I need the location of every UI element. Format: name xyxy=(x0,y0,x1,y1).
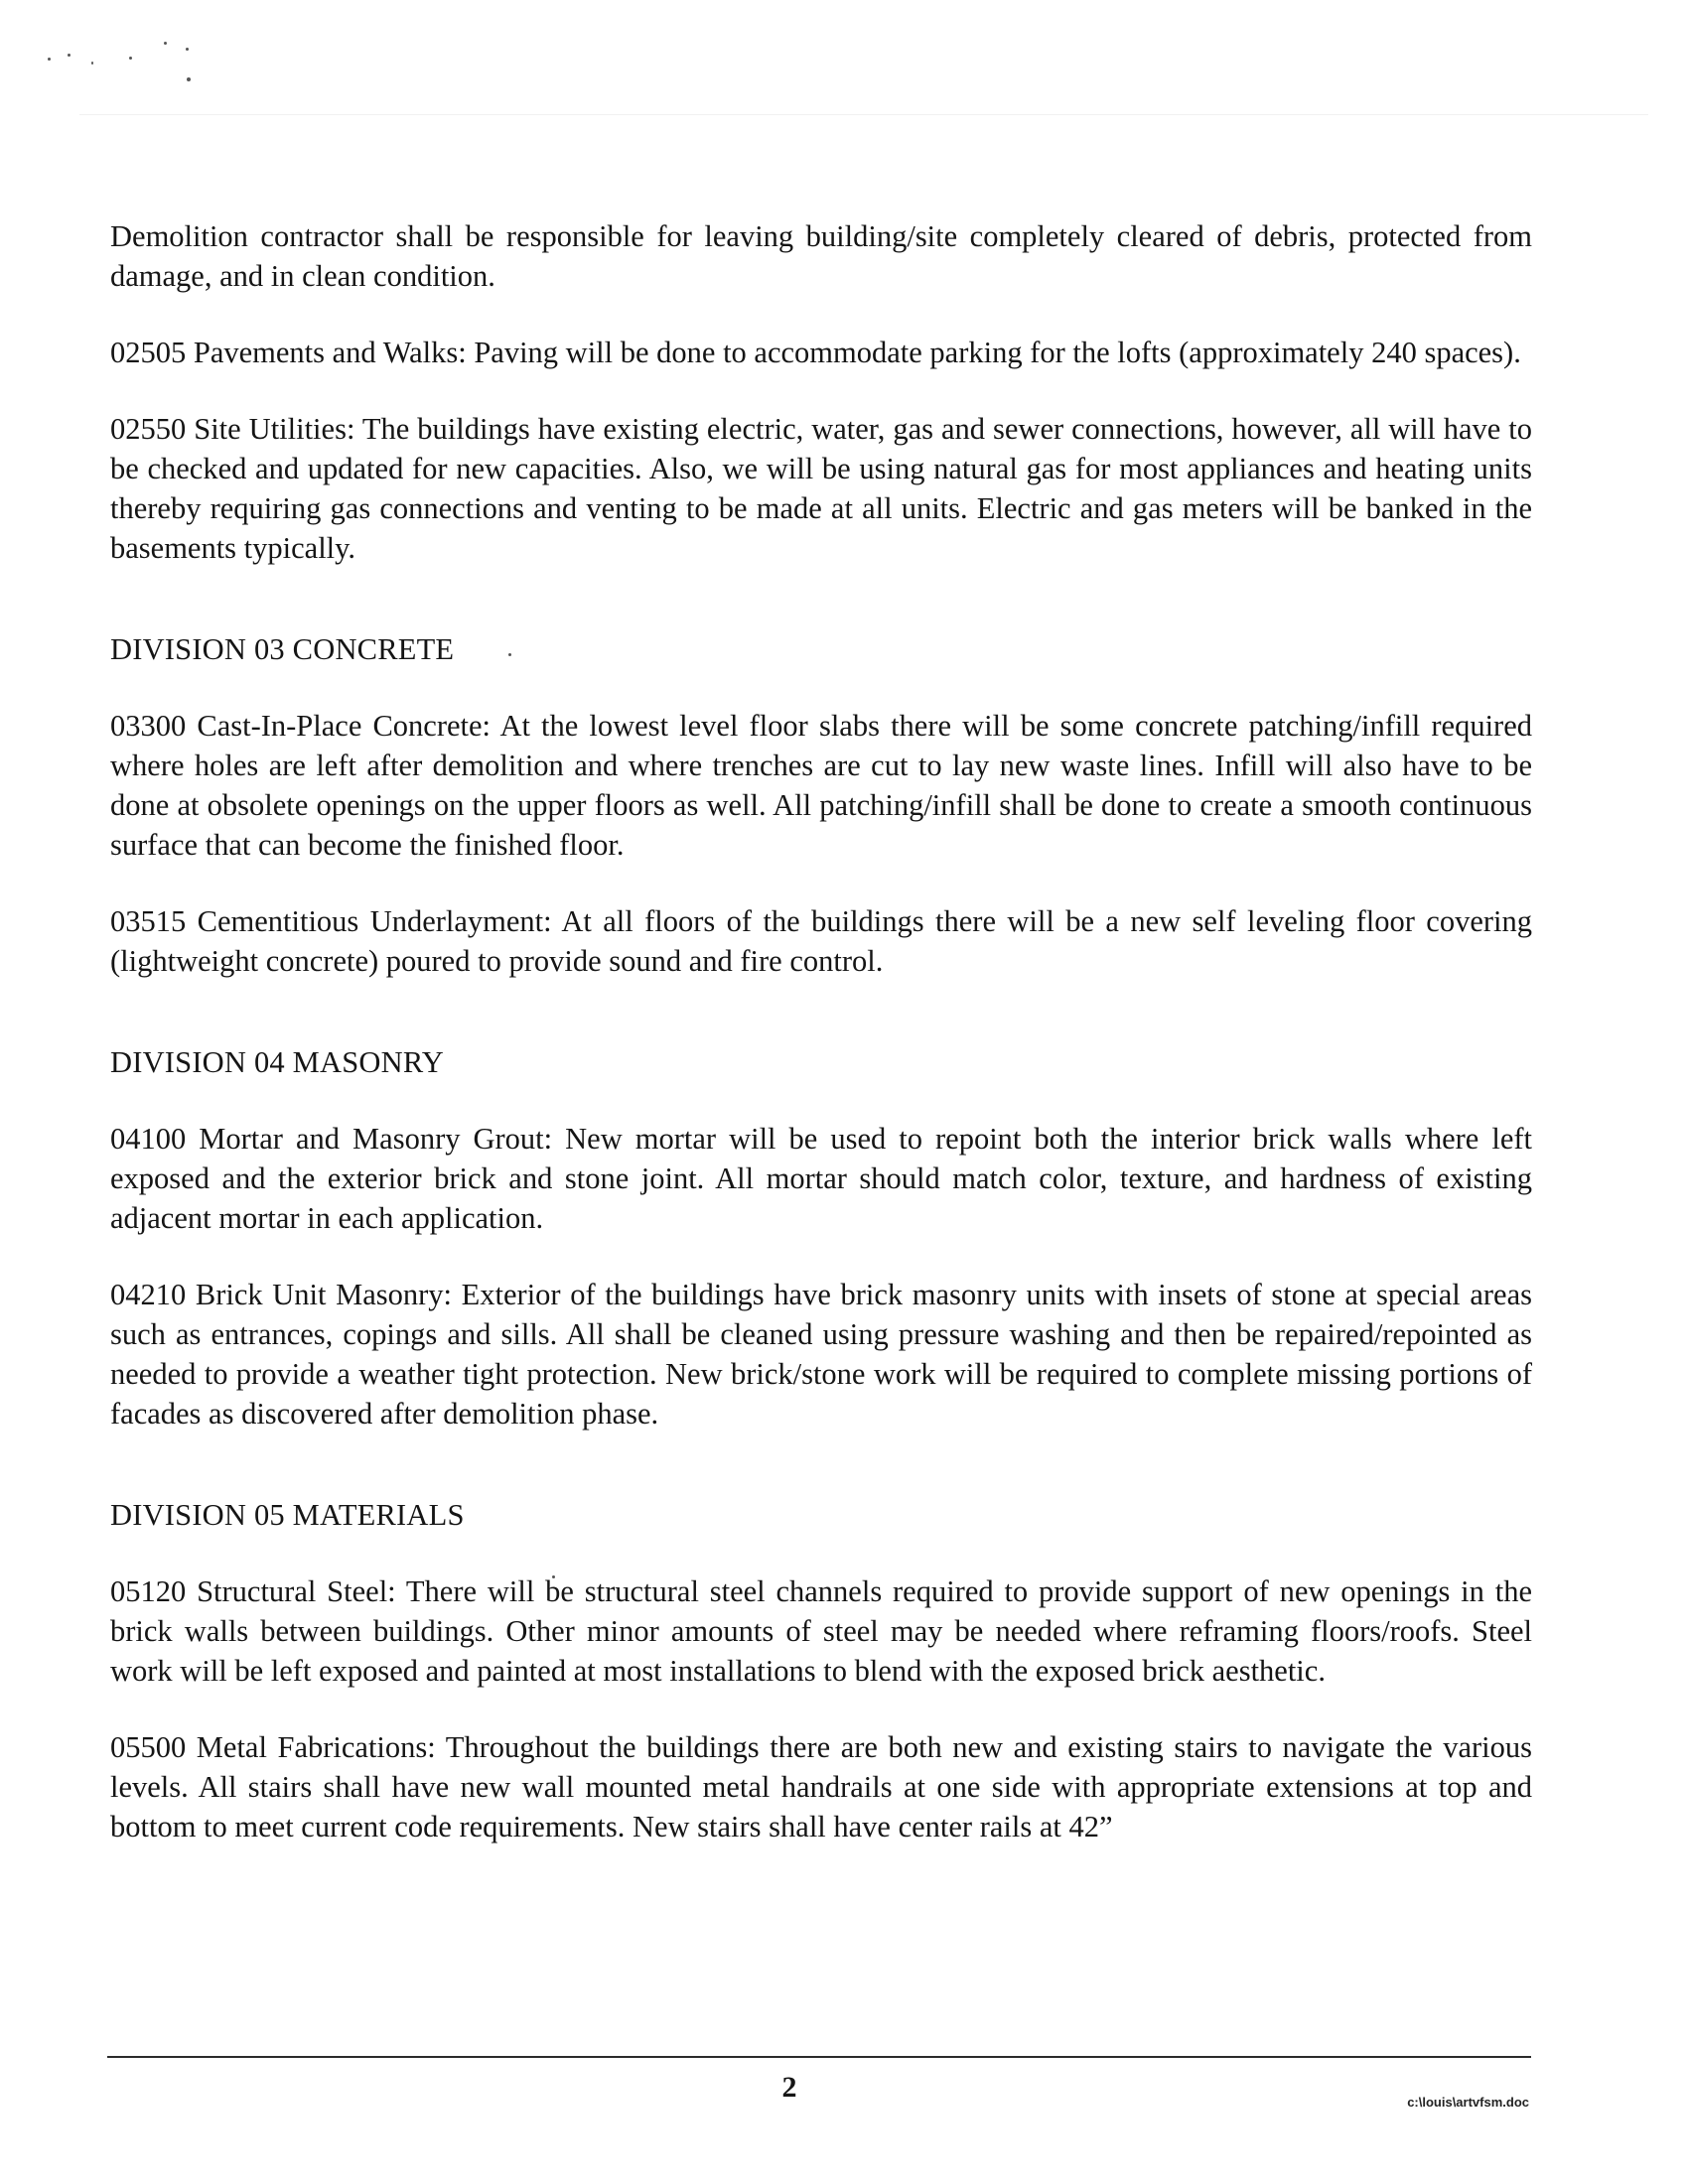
document-body xyxy=(110,216,1532,1883)
paragraph-02505-pavements: 02505 Pavements and Walks: Paving will be done to accommodate parking for the lofts (approximately 240 spaces). xyxy=(110,336,1521,369)
paragraph-03515-underlayment: 03515 Cementitious Underlayment: At all floors of the buildings there will be a new self leveling floor covering (lightweight concrete) poured to provide sound and fire control. xyxy=(110,904,1532,978)
page-number: 2 xyxy=(781,2071,797,2104)
footer-file-path: c:\louis\artvfsm.doc xyxy=(1407,2095,1529,2110)
paragraph-05120-structural-steel: 05120 Structural Steel: There will be structural steel channels required to provide support of new openings in the brick walls between buildings. Other minor amounts of steel may be needed where reframing floors/roofs. Steel work will be left exposed and painted at most installations to blend with the exposed brick aesthetic. xyxy=(110,1574,1532,1688)
scan-speck xyxy=(48,58,51,61)
paragraph-04100-mortar: 04100 Mortar and Masonry Grout: New mortar will be used to repoint both the interior brick walls where left exposed and the exterior brick and stone joint. All mortar should match color, texture, and hardness of existing adjacent mortar in each application. xyxy=(110,1122,1532,1235)
scan-speck xyxy=(129,57,132,60)
scan-speck xyxy=(186,48,189,51)
paragraph-04210-brick: 04210 Brick Unit Masonry: Exterior of the buildings have brick masonry units with insets of stone at special areas such as entrances, copings and sills. All shall be cleaned using pressure washing and then be repaired/repointed as needed to provide a weather tight protection. New brick/stone work will be required to complete missing portions of facades as discovered after demolition phase. xyxy=(110,1278,1532,1431)
scan-speck xyxy=(68,54,70,57)
scan-speck xyxy=(91,62,93,65)
paragraph-demolition: Demolition contractor shall be responsible for leaving building/site completely cleared of debris, protected from damage, and in clean condition. xyxy=(110,219,1532,293)
heading-division-03: DIVISION 03 CONCRETE xyxy=(110,632,455,666)
scan-speck xyxy=(187,77,191,81)
paragraph-02550-site-utilities: 02550 Site Utilities: The buildings have existing electric, water, gas and sewer connections, however, all will have to be checked and updated for new capacities. Also, we will be using natural gas for most appliances and heating units thereby requiring gas connections and venting to be made at all units. Electric and gas meters will be banked in the basements typically. xyxy=(110,412,1532,565)
scan-artifact-line xyxy=(79,114,1648,115)
paragraph-05500-metal-fabrications: 05500 Metal Fabrications: Throughout the buildings there are both new and existing stairs to navigate the various levels. All stairs shall have new wall mounted metal handrails at one side with appropriate extensions at top and bottom to meet current code requirements. New stairs shall have center rails at 42” xyxy=(110,1730,1532,1843)
heading-division-04: DIVISION 04 MASONRY xyxy=(110,1045,444,1079)
paragraph-03300-cast-in-place: 03300 Cast-In-Place Concrete: At the lowest level floor slabs there will be some concrete patching/infill required where holes are left after demolition and where trenches are cut to lay new waste lines. Infill will also have to be done at obsolete openings on the upper floors as well. All patching/infill shall be done to create a smooth continuous surface that can become the finished floor. xyxy=(110,709,1532,862)
footer-divider xyxy=(107,2056,1531,2058)
scan-speck xyxy=(164,42,167,45)
heading-division-05: DIVISION 05 MATERIALS xyxy=(110,1498,465,1532)
